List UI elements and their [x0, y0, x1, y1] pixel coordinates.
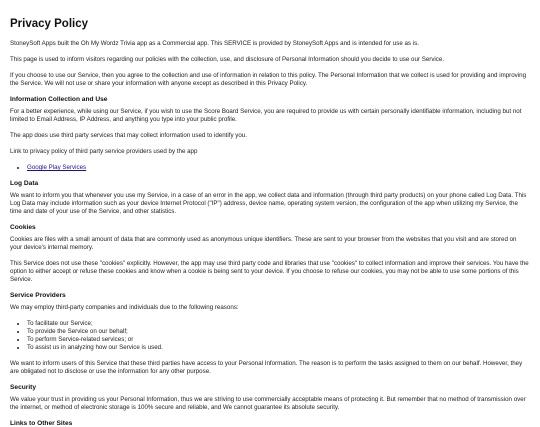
list-item: • To provide the Service on our behalf;	[27, 328, 530, 336]
collection-paragraph-2: The app does use third party services that may collect information used to identify you.	[10, 132, 247, 139]
cookies-paragraph-1: Cookies are files with a small amount of data that are commonly used as anonymous unique identifiers. These are sent to your browser from the websites that you visit and are stored on your device's internal memory.	[10, 236, 517, 251]
service-providers-list	[10, 320, 530, 352]
log-data-paragraph: We want to inform you that whenever you use my Service, in a case of an error in the app, we collect data and information (through third party products) on your phone called Log Data. This Log Data may include information such as your device Internet Protocol ("IP") address, device name, operating system version, the configuration of the app when utilizing my Service, the time and date of your use of the Service, and other statistics.	[10, 192, 527, 215]
service-providers-paragraph-1: We may employ third-party companies and individuals due to the following reasons:	[10, 304, 239, 311]
cookies-heading: Cookies	[10, 224, 36, 231]
list-item: • To assist us in analyzing how our Service is used.	[27, 344, 530, 352]
list-item: • To perform Service-related services; or	[27, 336, 530, 344]
intro-paragraph-3: If you choose to use our Service, then you agree to the collection and use of information in relation to this policy. The Personal Information that we collect is used for providing and improving the Service. We will not use or share your information with anyone except as described in this Privacy Policy.	[10, 72, 527, 87]
intro-paragraph-1: StoneySoft Apps built the Oh My Wordz Trivia app as a Commercial app. This SERVICE is provided by StoneySoft Apps and is intended for use as is.	[10, 40, 419, 47]
collection-paragraph-1: For a better experience, while using our Service, if you wish to use the Score Board Service, you are required to provide us with certain personally identifiable information, including but not limited to Email Address, IP Address, and anything you type into your public profile.	[10, 108, 522, 123]
security-heading: Security	[10, 384, 37, 391]
third-party-list	[10, 164, 530, 172]
third-party-list-item	[27, 164, 530, 172]
log-data-heading: Log Data	[10, 180, 39, 187]
list-item: • To facilitate our Service;	[27, 320, 530, 328]
collection-paragraph-3: Link to privacy policy of third party service providers used by the app	[10, 148, 198, 155]
service-providers-paragraph-2: We want to inform users of this Service that these third parties have access to your Personal Information. The reason is to perform the tasks assigned to them on our behalf. However, they are obligated not to disclose or use the information for any other purpose.	[10, 360, 523, 375]
links-heading: Links to Other Sites	[10, 420, 73, 427]
service-providers-heading: Service Providers	[10, 292, 66, 299]
intro-paragraph-2: This page is used to inform visitors regarding our policies with the collection, use, and disclosure of Personal Information should you decide to use our Service.	[10, 56, 445, 63]
google-play-services-link[interactable]: Google Play Services	[27, 164, 87, 171]
page-title: Privacy Policy	[10, 18, 88, 30]
cookies-paragraph-2: This Service does not use these "cookies" explicitly. However, the app may use third party code and libraries that use "cookies" to collect information and improve their services. You have the option to either accept or refuse these cookies and know when a cookie is being sent to your device. If you choose to refuse our cookies, you may not be able to use some portions of this Service.	[10, 260, 529, 283]
collection-heading: Information Collection and Use	[10, 96, 108, 103]
security-paragraph: We value your trust in providing us your Personal Information, thus we are striving to use commercially acceptable means of protecting it. But remember that no method of transmission over the internet, or method of electronic storage is 100% secure and reliable, and We cannot guarantee its absolute security.	[10, 396, 526, 411]
